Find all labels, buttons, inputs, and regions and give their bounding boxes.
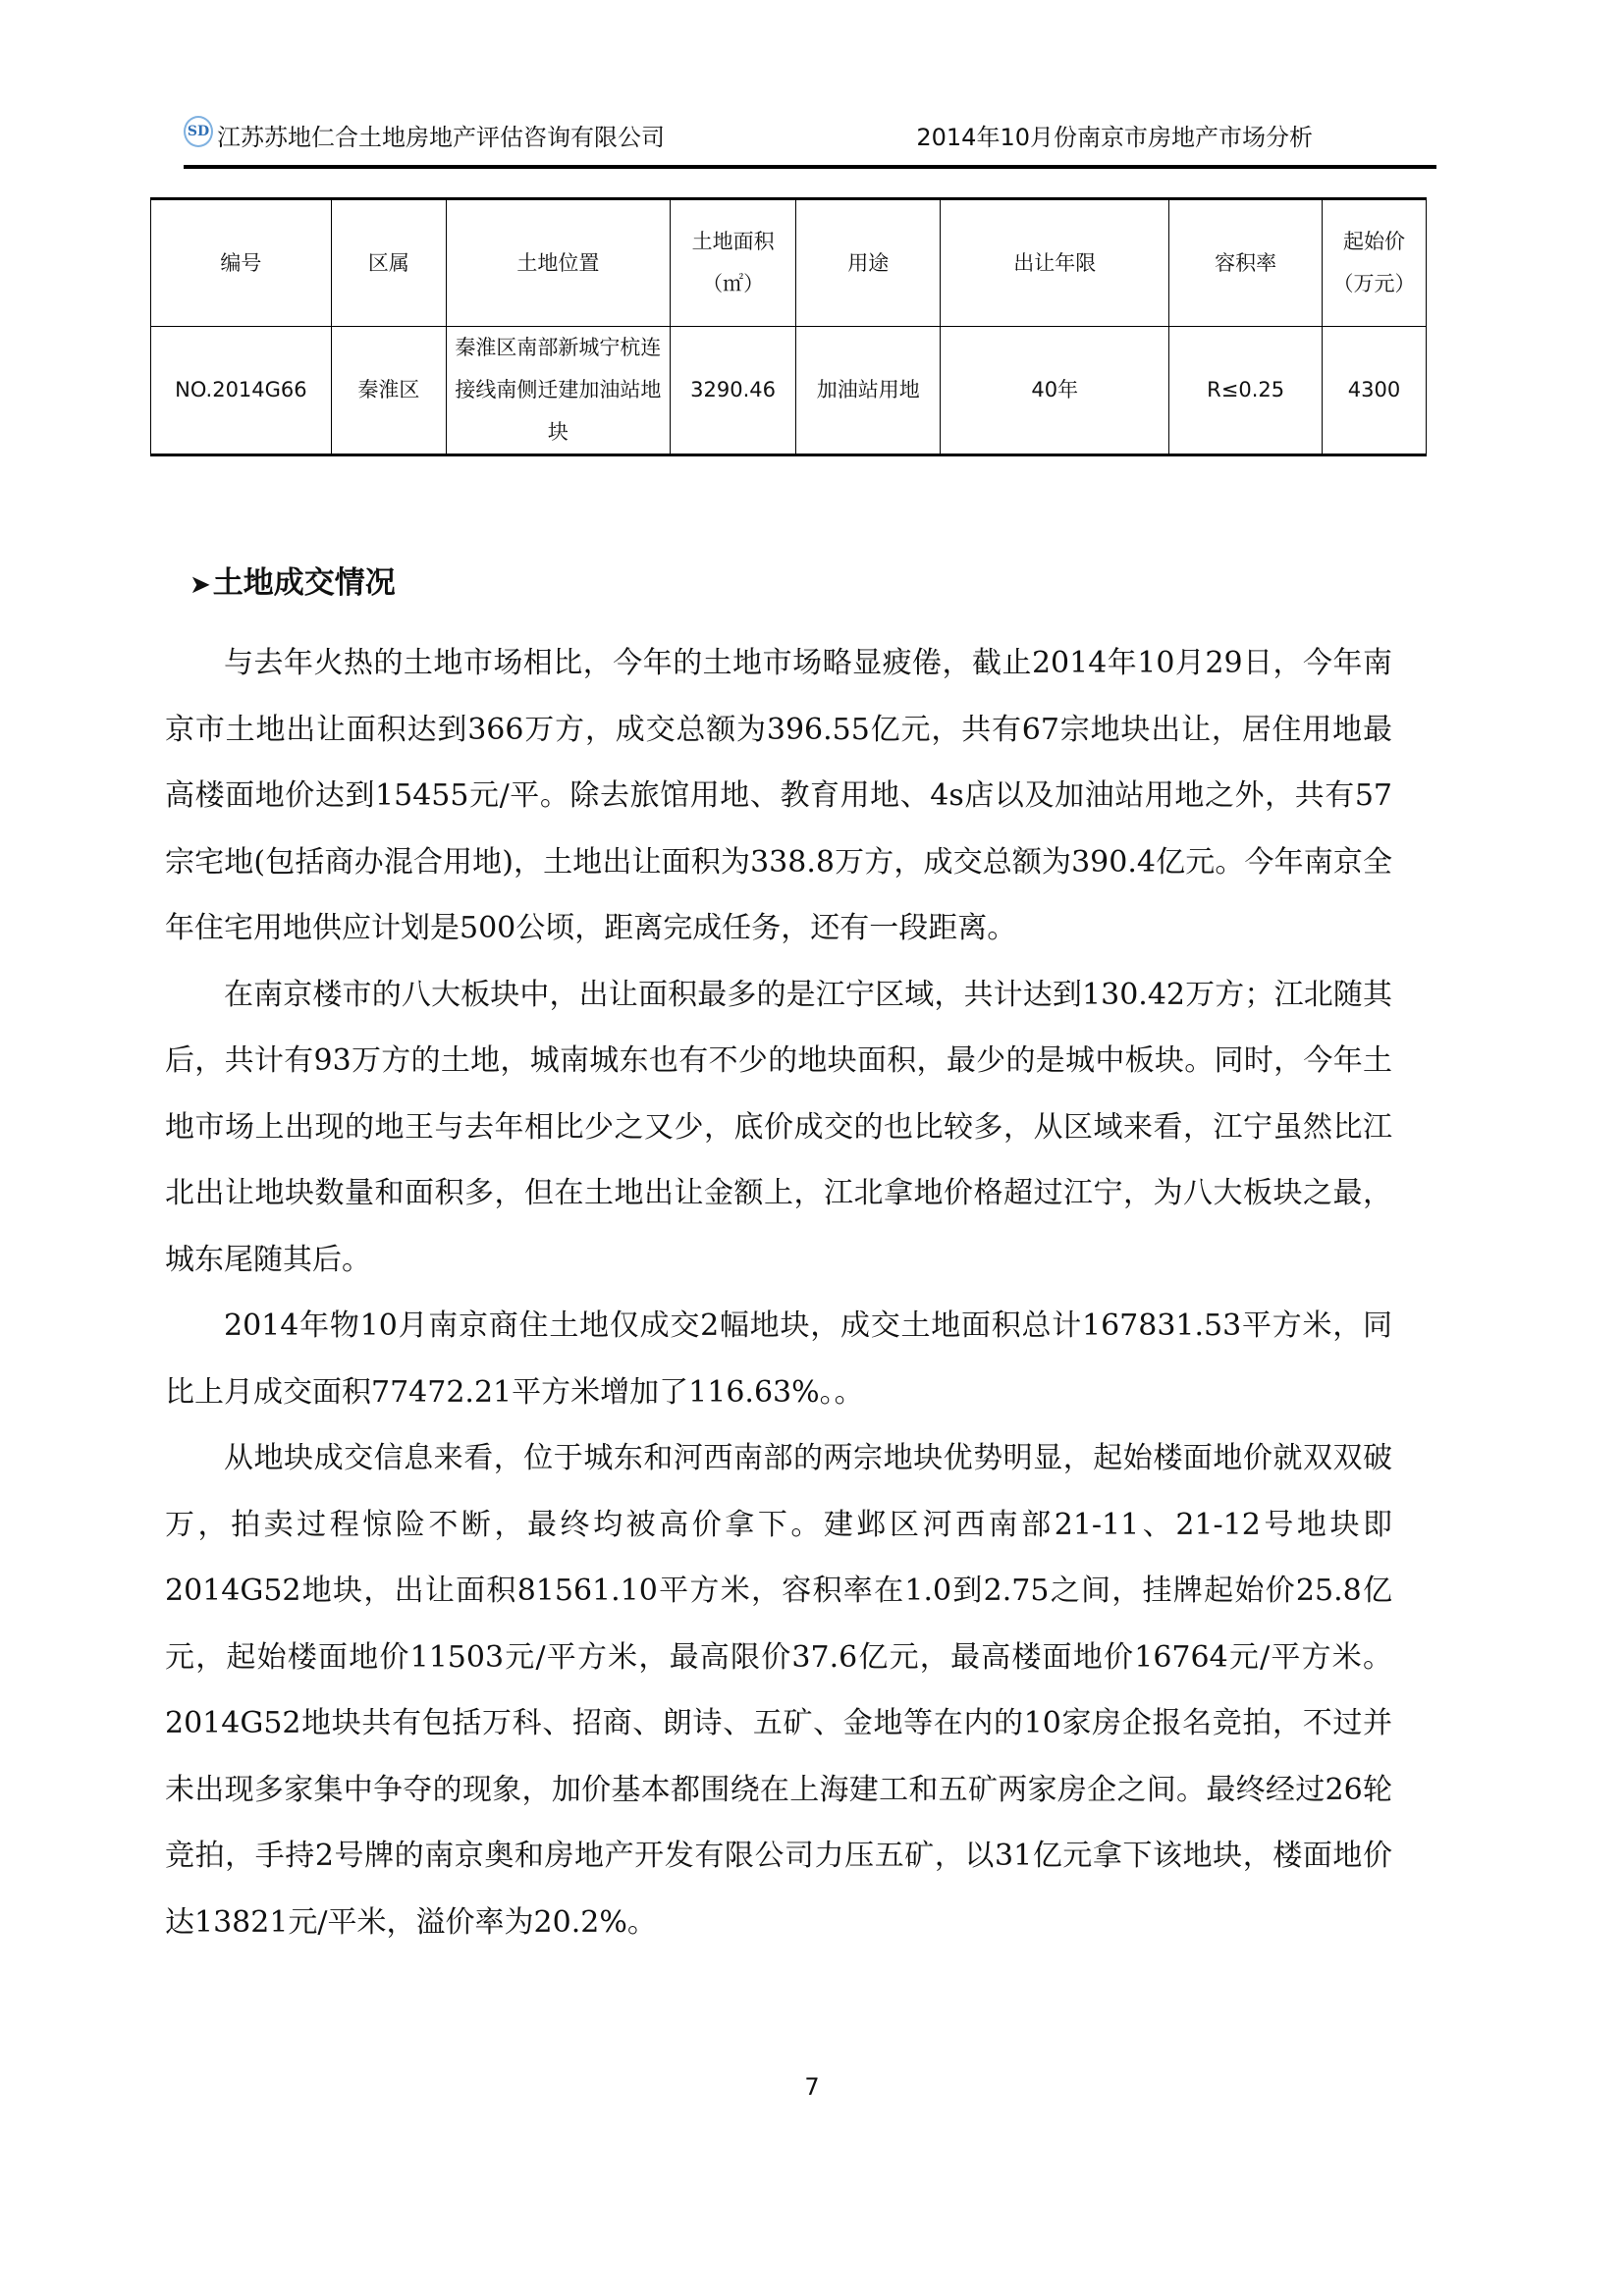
body-text xyxy=(165,630,1392,1955)
section-heading-text: 土地成交情况 xyxy=(212,565,396,601)
page-number: 7 xyxy=(804,2073,820,2101)
paragraph: 在南京楼市的八大板块中，出让面积最多的是江宁区域，共计达到130.42万方；江北随其后，共计有93万方的土地，城南城东也有不少的地块面积，最少的是城中板块。同时，今年土地市场上出现的地王与去年相比少之又少，底价成交的也比较多，从区域来看，江宁虽然比江北出让地块数量和面积多，但在土地出让金额上，江北拿地价格超过江宁，为八大板块之最，城东尾随其后。 xyxy=(165,977,1392,1277)
paragraph: 从地块成交信息来看，位于城东和河西南部的两宗地块优势明显，起始楼面地价就双双破万，拍卖过程惊险不断，最终均被高价拿下。建邺区河西南部21-11、21-12号地块即2014G52地块，出让面积81561.10平方米，容积率在1.0到2.75之间，挂牌起始价25.8亿元，起始楼面地价11503元/平方米，最高限价37.6亿元，最高楼面地价16764元/平方米。2014G52地块共有包括万科、招商、朗诗、五矿、金地等在内的10家房企报名竞拍，不过并未出现多家集中争夺的现象，加价基本都围绕在上海建工和五矿两家房企之间。最终经过26轮竞拍，手持2号牌的南京奥和房地产开发有限公司力压五矿，以31亿元拿下该地块，楼面地价达13821元/平米，溢价率为20.2%。 xyxy=(165,1441,1392,1940)
header-rule xyxy=(184,165,1436,169)
cell-location: 秦淮区南部新城宁杭连接线南侧迁建加油站地块 xyxy=(446,327,670,455)
page-header xyxy=(184,116,1431,151)
section-heading xyxy=(189,558,396,602)
cell-area: 3290.46 xyxy=(670,327,795,455)
cell-usage: 加油站用地 xyxy=(796,327,941,455)
company-logo-icon: SD xyxy=(184,116,213,147)
cell-id: NO.2014G66 xyxy=(151,327,332,455)
col-header-id: 编号 xyxy=(151,199,332,327)
report-title: 2014年10月份南京市房地产市场分析 xyxy=(916,124,1313,151)
paragraph: 2014年物10月南京商住土地仅成交2幅地块，成交土地面积总计167831.53平方米，同比上月成交面积77472.21平方米增加了116.63%。。 xyxy=(165,1308,1392,1410)
col-header-usage: 用途 xyxy=(796,199,941,327)
col-header-area: 土地面积（㎡） xyxy=(670,199,795,327)
col-header-start-price: 起始价（万元） xyxy=(1323,199,1427,327)
paragraph: 与去年火热的土地市场相比，今年的土地市场略显疲倦，截止2014年10月29日，今年南京市土地出让面积达到366万方，成交总额为396.55亿元，共有67宗地块出让，居住用地最高楼面地价达到15455元/平。除去旅馆用地、教育用地、4s店以及加油站用地之外，共有57宗宅地(包括商办混合用地)，土地出让面积为338.8万方，成交总额为390.4亿元。今年南京全年住宅用地供应计划是500公顷，距离完成任务，还有一段距离。 xyxy=(165,646,1392,945)
col-header-far: 容积率 xyxy=(1169,199,1323,327)
col-header-term: 出让年限 xyxy=(941,199,1169,327)
table-row xyxy=(151,327,1427,455)
cell-start-price: 4300 xyxy=(1323,327,1427,455)
col-header-district: 区属 xyxy=(331,199,446,327)
arrow-bullet-icon: ➤ xyxy=(189,570,211,600)
table-header-row xyxy=(151,199,1427,327)
cell-term: 40年 xyxy=(941,327,1169,455)
company-name: 江苏苏地仁合土地房地产评估咨询有限公司 xyxy=(217,124,665,151)
cell-district: 秦淮区 xyxy=(331,327,446,455)
land-listing-table xyxy=(150,197,1427,456)
col-header-location: 土地位置 xyxy=(446,199,670,327)
cell-far: R≤0.25 xyxy=(1169,327,1323,455)
